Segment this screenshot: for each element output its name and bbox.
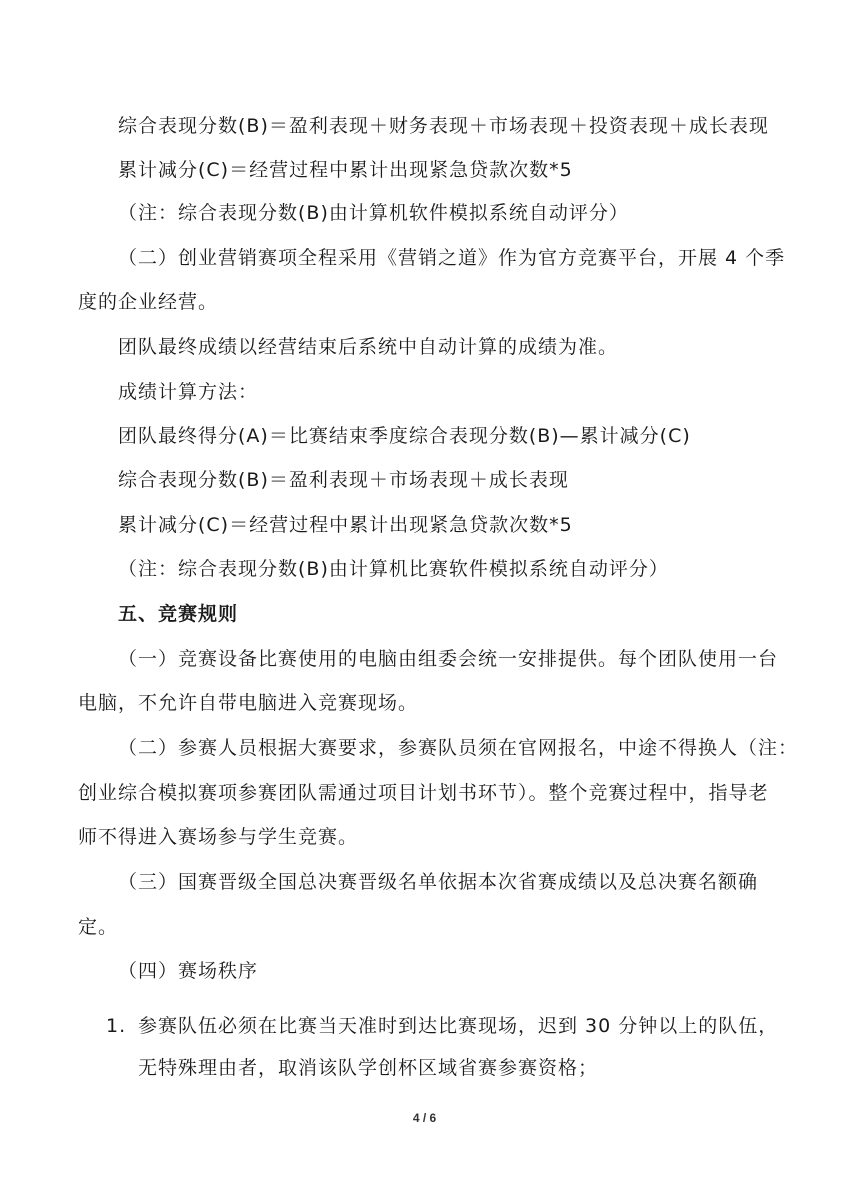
text-line: 累计减分(C)＝经营过程中累计出现紧急贷款次数*5: [118, 514, 573, 536]
list-item-text: 参赛队伍必须在比赛当天准时到达比赛现场，迟到 30 分钟以上的队伍，: [138, 1015, 779, 1037]
text-line: 创业综合模拟赛项参赛团队需通过项目计划书环节）。整个竞赛过程中，指导老: [78, 782, 769, 804]
text-line: 累计减分(C)＝经营过程中累计出现紧急贷款次数*5: [118, 159, 573, 181]
text-line: （三）国赛晋级全国总决赛晋级名单依据本次省赛成绩以及总决赛名额确: [118, 871, 759, 893]
text-line: （注：综合表现分数(B)由计算机比赛软件模拟系统自动评分）: [118, 558, 669, 580]
text-line: 成绩计算方法：: [118, 381, 259, 403]
text-line: （四）赛场秩序: [118, 960, 259, 982]
text-line: 团队最终成绩以经营结束后系统中自动计算的成绩为准。: [118, 336, 619, 358]
text-line: （注：综合表现分数(B)由计算机软件模拟系统自动评分）: [118, 202, 629, 224]
text-line: （二）创业营销赛项全程采用《营销之道》作为官方竞赛平台，开展 4 个季: [118, 247, 786, 269]
page-number: 4 / 6: [412, 1111, 437, 1125]
text-line: 综合表现分数(B)＝盈利表现＋财务表现＋市场表现＋投资表现＋成长表现: [118, 115, 769, 137]
text-line: 综合表现分数(B)＝盈利表现＋市场表现＋成长表现: [118, 469, 569, 491]
text-line: 定。: [78, 916, 119, 938]
section-heading: 五、竞赛规则: [118, 603, 239, 625]
list-item-text: 无特殊理由者，取消该队学创杯区域省赛参赛资格；: [138, 1057, 599, 1079]
text-line: 度的企业经营。: [78, 291, 219, 313]
text-line: （二）参赛人员根据大赛要求，参赛队员须在官网报名，中途不得换人（注：: [118, 737, 799, 759]
text-line: （一）竞赛设备比赛使用的电脑由组委会统一安排提供。每个团队使用一台: [118, 648, 779, 670]
text-line: 团队最终得分(A)＝比赛结束季度综合表现分数(B)—累计减分(C): [118, 425, 691, 447]
list-number: 1.: [106, 1015, 127, 1037]
text-line: 师不得进入赛场参与学生竞赛。: [78, 826, 359, 848]
text-line: 电脑，不允许自带电脑进入竞赛现场。: [78, 692, 419, 714]
